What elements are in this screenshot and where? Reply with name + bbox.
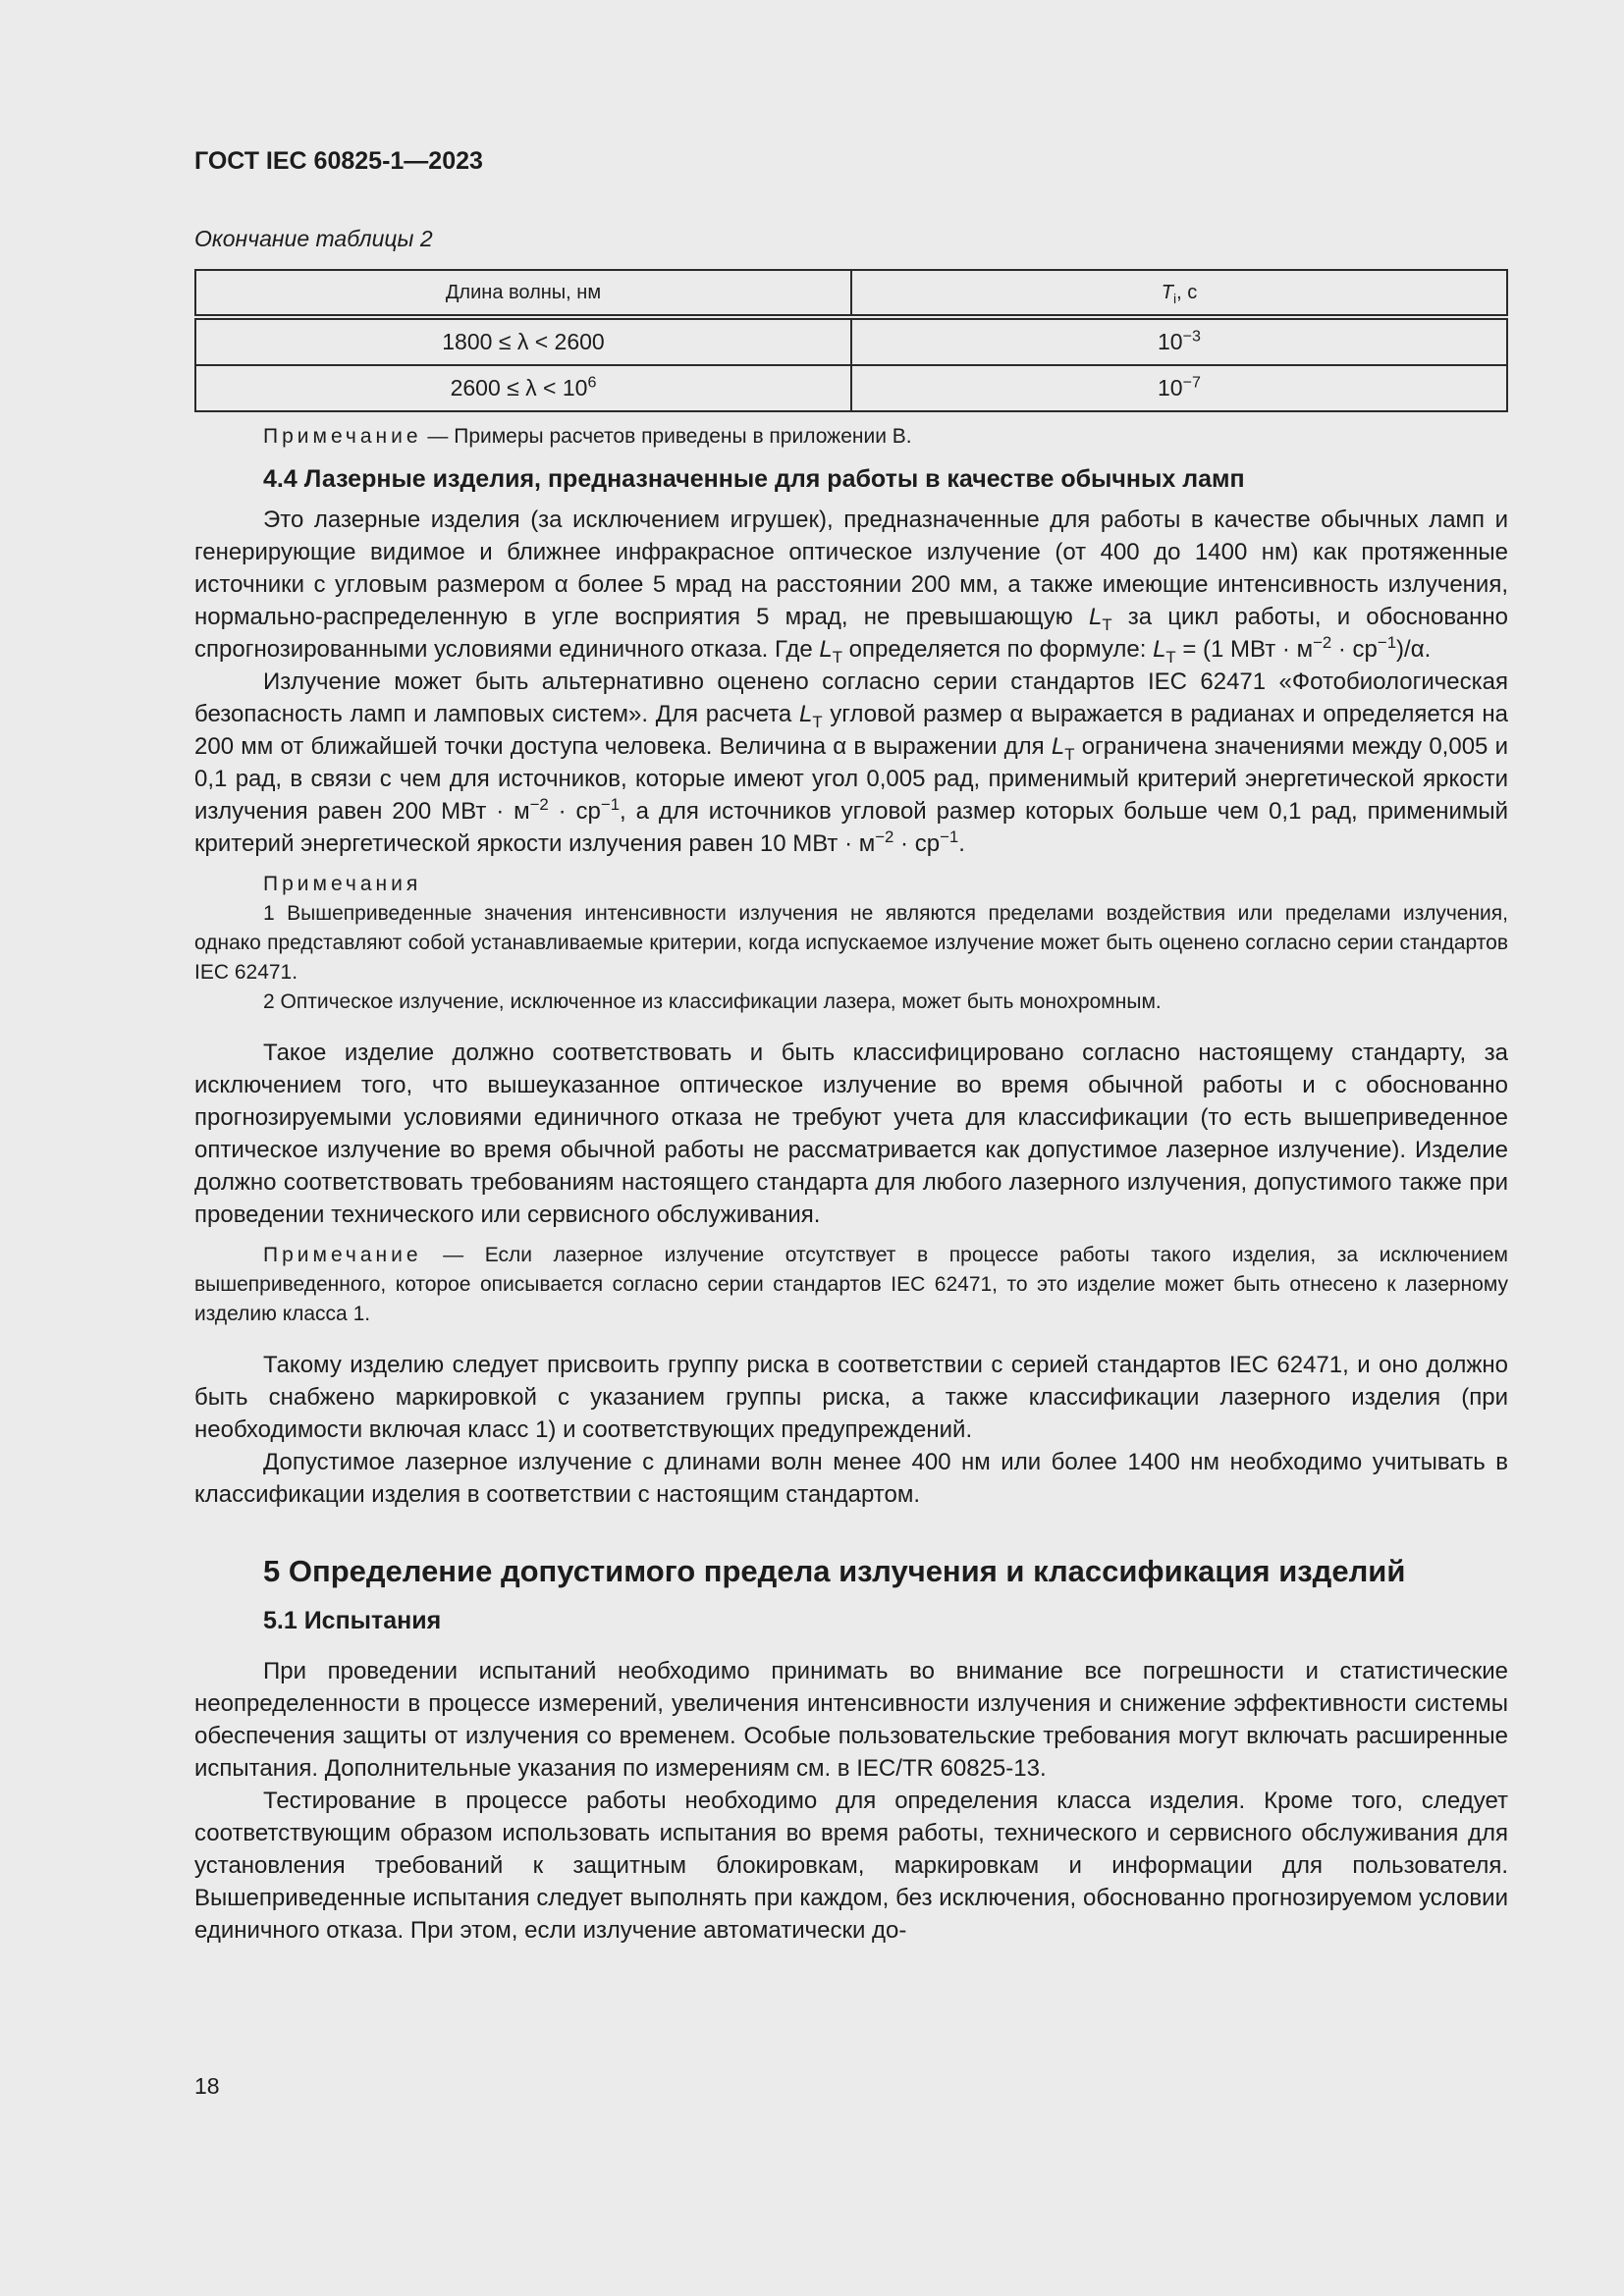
note-item: 2 Оптическое излучение, исключенное из классификации лазера, может быть монохромным. bbox=[263, 990, 1162, 1013]
section-4-4-heading: 4.4 Лазерные изделия, предназначенные для работы в качестве обычных ламп bbox=[263, 465, 1245, 493]
table-note: Примечание — Примеры расчетов приведены в приложении В. bbox=[263, 425, 912, 448]
notes-block bbox=[194, 870, 1508, 1017]
document-header: ГОСТ IEC 60825-1—2023 bbox=[194, 147, 483, 175]
table-row bbox=[195, 317, 1507, 365]
paragraph: Это лазерные изделия (за исключением игрушек), предназначенные для работы в качестве обычных ламп и генерирующие видимое и ближнее инфракрасное оптическое излучение (от 400 до 1400 нм) как протяженные источники с угловым размером α более 5 мрад на расстоянии 200 мм, а также имеющие интенсивность излучения, нормально-распределенную в угле восприятия 5 мрад, не превышающую $L_T$ за цикл работы, и обоснованно спрогнозированными условиями единичного отказа. Где $L_T$ определяется по формуле: $L_T = (1$ МВт · $м^{-2} \cdot ср^{-1})/\alpha$. bbox=[194, 507, 1509, 667]
table-cell-time: $10^{-7}$ bbox=[851, 365, 1507, 411]
table-row bbox=[195, 365, 1507, 411]
document-body bbox=[194, 422, 1508, 1947]
paragraph: Тестирование в процессе работы необходимо для определения класса изделия. Кроме того, следует соответствующим образом использовать испытания во время работы, технического и сервисного обслуживания для установления требований к защитным блокировкам, маркировкам и информации для пользователя. Вышеприведенные испытания следует выполнять при каждом, без исключения, обоснованно прогнозируемом условии единичного отказа. При этом, если излучение автоматически до- bbox=[194, 1788, 1508, 1944]
section-5-1-heading: 5.1 Испытания bbox=[263, 1607, 442, 1634]
table-header-time: $T_i$, с bbox=[851, 270, 1507, 317]
section-5-heading: 5 Определение допустимого предела излучения и классификация изделий bbox=[263, 1554, 1406, 1588]
page-number: 18 bbox=[194, 2073, 220, 2099]
table-cell-time: $10^{-3}$ bbox=[851, 317, 1507, 365]
paragraph: Такое изделие должно соответствовать и быть классифицировано согласно настоящему стандарту, за исключением того, что вышеуказанное оптическое излучение во время обычной работы и с обоснованно прогнозируемыми условиями единичного отказа не требуют учета для классификации (то есть вышеприведенное оптическое излучение во время обычной работы не рассматривается как допустимое лазерное излучение). Изделие должно соответствовать требованиям настоящего стандарта для любого лазерного излучения, допустимого также при проведении технического или сервисного обслуживания. bbox=[194, 1040, 1508, 1228]
table-cell-wavelength: $2600 \le \lambda < 10^6$ bbox=[195, 365, 851, 411]
wavelength-table bbox=[194, 269, 1508, 412]
table-caption: Окончание таблицы 2 bbox=[194, 226, 433, 251]
paragraph: Допустимое лазерное излучение с длинами волн менее 400 нм или более 1400 нм необходимо учитывать в классификации изделия в соответствии с настоящим стандартом. bbox=[194, 1449, 1508, 1508]
notes-title: Примечания bbox=[263, 873, 422, 895]
paragraph: Такому изделию следует присвоить группу риска в соответствии с серией стандартов IEC 62471, и оно должно быть снабжено маркировкой с указанием группы риска, а также классификации лазерного изделия (при необходимости включая класс 1) и соответствующих предупреждений. bbox=[194, 1352, 1508, 1443]
table-header-wavelength: Длина волны, нм bbox=[195, 270, 851, 317]
table-cell-wavelength: 1800 ≤ λ < 2600 bbox=[195, 317, 851, 365]
paragraph: Излучение может быть альтернативно оценено согласно серии стандартов IEC 62471 «Фотобиологическая безопасность ламп и ламповых систем». Для расчета $L_T$ угловой размер α выражается в радианах и определяется на 200 мм от ближайшей точки доступа человека. Величина α в выражении для $L_T$ ограничена значениями между 0,005 и 0,1 рад, в связи с чем для источников, которые имеют угол 0,005 рад, применимый критерий энергетической яркости излучения равен 200 МВт · $м^{-2} \cdot ср^{-1}$, а для источников угловой размер которых больше чем 0,1 рад, применимый критерий энергетической яркости излучения равен 10 МВт · $м^{-2} \cdot ср^{-1}$. bbox=[194, 668, 1509, 857]
note: Примечание — Если лазерное излучение отсутствует в процессе работы такого изделия, за исключением вышеприведенного, которое описывается согласно серии стандартов IEC 62471, то это изделие может быть отнесено к лазерному изделию класса 1. bbox=[194, 1244, 1508, 1325]
paragraph: При проведении испытаний необходимо принимать во внимание все погрешности и статистические неопределенности в процессе измерений, увеличения интенсивности излучения и снижение эффективности системы обеспечения защиты от излучения со временем. Особые пользовательские требования могут включать расширенные испытания. Дополнительные указания по измерениям см. в IEC/TR 60825-13. bbox=[194, 1658, 1508, 1782]
note-item: 1 Вышеприведенные значения интенсивности излучения не являются пределами воздействия или пределами излучения, однако представляют собой устанавливаемые критерии, когда испускаемое излучение может быть оценено согласно серии стандартов IEC 62471. bbox=[194, 902, 1508, 984]
table-header-row bbox=[195, 270, 1507, 317]
